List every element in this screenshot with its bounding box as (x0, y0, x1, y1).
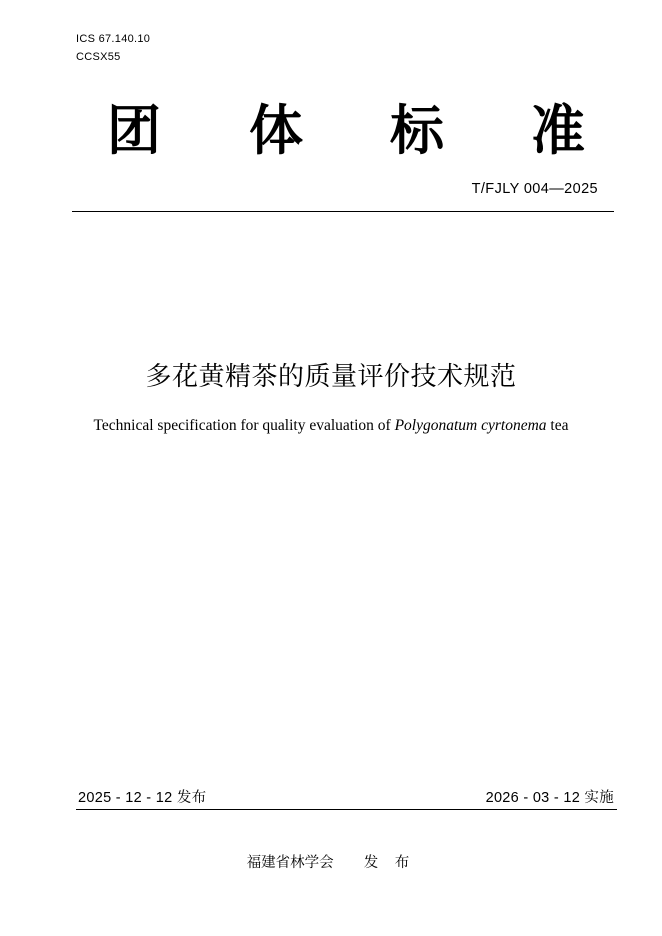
footer-divider (76, 809, 617, 810)
english-title-prefix: Technical specification for quality evaluation of (93, 417, 395, 434)
standard-number: T/FJLY 004—2025 (471, 181, 598, 197)
ics-code: ICS 67.140.10 (76, 33, 151, 45)
english-title-suffix: tea (546, 417, 569, 434)
publisher-action: 发 布 (363, 855, 416, 871)
document-type-char-4: 准 (531, 99, 585, 162)
publish-date: 2025 - 12 - 12 发布 (78, 790, 207, 806)
document-type-title (104, 96, 592, 166)
document-type-char-1: 团 (107, 99, 161, 162)
publisher-line (0, 853, 662, 873)
ccs-code: CCSX55 (76, 51, 121, 63)
document-type-char-2: 体 (249, 99, 303, 162)
publisher-name: 福建省林学会 (246, 855, 334, 871)
document-type-char-3: 标 (390, 99, 444, 162)
english-title-species: Polygonatum cyrtonema (394, 417, 547, 434)
english-title (0, 416, 662, 436)
implement-date: 2026 - 03 - 12 实施 (485, 790, 614, 806)
chinese-title: 多花黄精茶的质量评价技术规范 (145, 362, 517, 392)
header-divider (72, 211, 614, 212)
